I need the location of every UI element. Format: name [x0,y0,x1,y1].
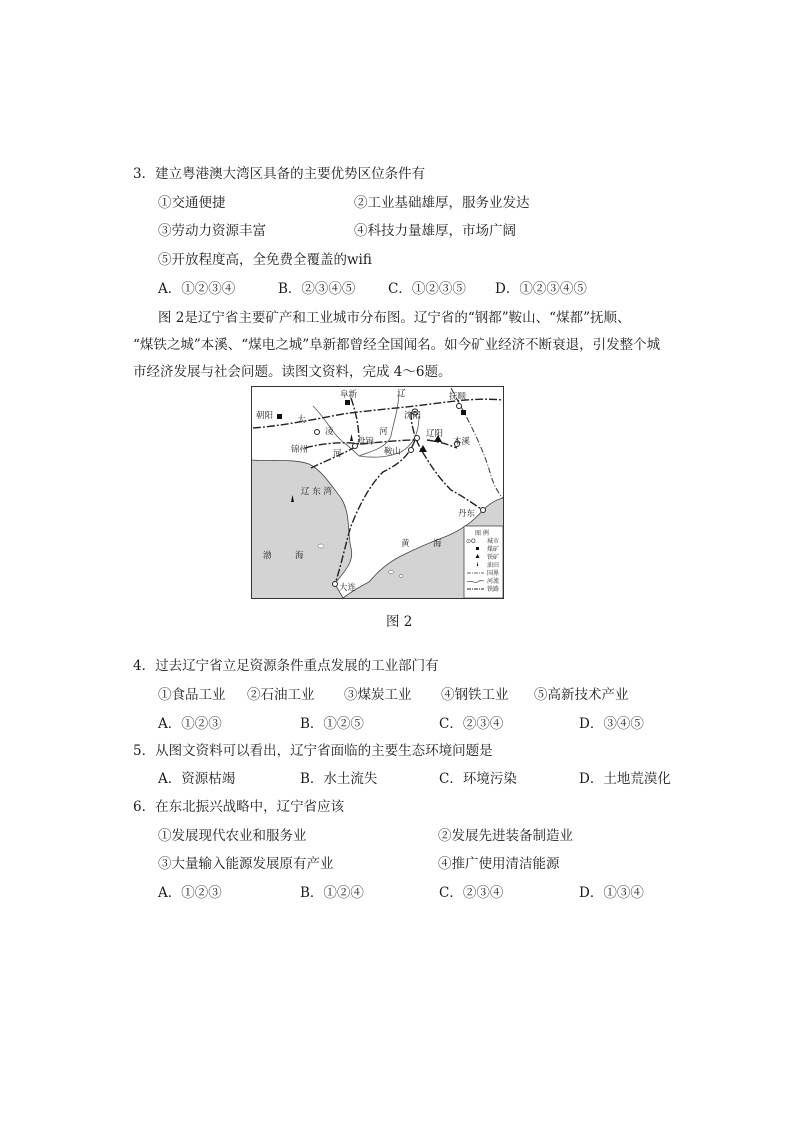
q5-choice-c: C．环境污染 [439,771,517,787]
q6-choice-d: D．①③④ [579,885,644,901]
q4-option-4: ④钢铁工业 [441,687,509,703]
city-shenyang: 沈阳 [404,411,422,421]
q4-choice-c: C．②③④ [439,716,504,732]
q4-option-2: ②石油工业 [247,687,315,703]
q6-option-4: ④推广使用清洁能源 [438,856,560,872]
q3-option-1: ①交通便捷 [158,195,226,211]
river-label-he-2: 河 [333,449,342,459]
q6-choice-c: C．②③④ [439,885,504,901]
passage-line-2: “煤铁之城”本溪、“煤电之城”阜新都曾经全国闻名。如今矿业经济不断衰退，引发整个城 [133,337,661,353]
river-label-liao: 辽 [397,389,406,399]
city-benxi: 本溪 [453,437,471,447]
q3-choice-b: B．②③④⑤ [278,281,356,297]
legend-river: 河流 [487,578,500,585]
legend-title: 图 例 [475,530,489,537]
q3-option-5: ⑤开放程度高，全免费全覆盖的wifi [158,252,372,268]
q6-choice-b: B．①②④ [300,885,364,901]
q6-option-3: ③大量输入能源发展原有产业 [158,856,334,872]
q4-choice-a: A．①②③ [158,716,222,732]
q3-choice-c: C．①②③⑤ [388,281,466,297]
legend-coal: 煤矿 [487,546,500,553]
sea-label-liaodong-bay: 辽 东 湾 [301,487,332,497]
q3-option-4: ④科技力量雄厚，市场广阔 [354,223,516,239]
city-panjin: 盘锦 [357,437,375,447]
river-label-ling: 凌 [325,427,334,437]
city-liaoyang: 辽阳 [426,429,444,439]
q6-stem: 6．在东北振兴战略中，辽宁省应该 [133,799,345,815]
legend-border: 国界 [487,570,500,577]
q3-stem: 3．建立粤港澳大湾区具备的主要优势区位条件有 [133,166,426,182]
city-dandong: 丹东 [458,509,476,519]
city-dalian: 大连 [339,583,357,593]
liaoning-map [251,386,504,599]
q4-choice-d: D．③④⑤ [579,716,644,732]
city-jinzhou: 锦州 [291,445,309,455]
q3-choice-a: A．①②③④ [158,281,236,297]
q4-choice-b: B．①②⑤ [300,716,364,732]
q4-option-1: ①食品工业 [158,687,226,703]
city-fuxin: 阜新 [340,390,358,400]
q4-option-3: ③煤炭工业 [344,687,412,703]
q4-stem: 4．过去辽宁省立足资源条件重点发展的工业部门有 [133,658,439,674]
sea-label-bo: 渤 [263,551,272,561]
q3-option-3: ③劳动力资源丰富 [158,223,266,239]
q5-choice-a: A．资源枯竭 [158,771,236,787]
q5-choice-d: D．土地荒漠化 [579,771,671,787]
legend-city: 城市 [487,538,500,545]
q5-stem: 5．从图文资料可以看出，辽宁省面临的主要生态环境问题是 [133,743,493,759]
legend-iron: 铁矿 [487,554,500,561]
q5-choice-b: B．水土流失 [300,771,378,787]
city-anshan: 鞍山 [384,447,402,457]
legend-railway: 铁路 [487,586,500,593]
sea-label-huang: 黄 [401,539,410,549]
q6-option-2: ②发展先进装备制造业 [438,828,573,844]
passage-line-3: 市经济发展与社会问题。读图文资料，完成 4～6题。 [133,364,452,380]
q4-option-5: ⑤高新技术产业 [534,687,629,703]
map-svg [251,386,504,599]
q3-choice-d: D．①②③④⑤ [495,281,587,297]
q3-option-2: ②工业基础雄厚，服务业发达 [354,195,530,211]
city-fushun: 抚顺 [449,392,467,402]
map-legend [464,526,503,598]
passage-line-1: 图 2是辽宁省主要矿产和工业城市分布图。辽宁省的“钢都”鞍山、“煤都”抚顺、 [158,310,631,326]
legend-city-symbol: ⊙O [466,538,476,545]
sea-label-huanghai-hai: 海 [433,539,442,549]
city-chaoyang: 朝阳 [256,411,274,421]
legend-oil: 油田 [487,562,500,569]
river-label-da: 大 [297,415,306,425]
q6-option-1: ①发展现代农业和服务业 [158,828,307,844]
figure-caption: 图 2 [386,614,413,630]
sea-label-bohai-hai: 海 [295,551,304,561]
q6-choice-a: A．①②③ [158,885,222,901]
river-label-he-1: 河 [379,427,388,437]
